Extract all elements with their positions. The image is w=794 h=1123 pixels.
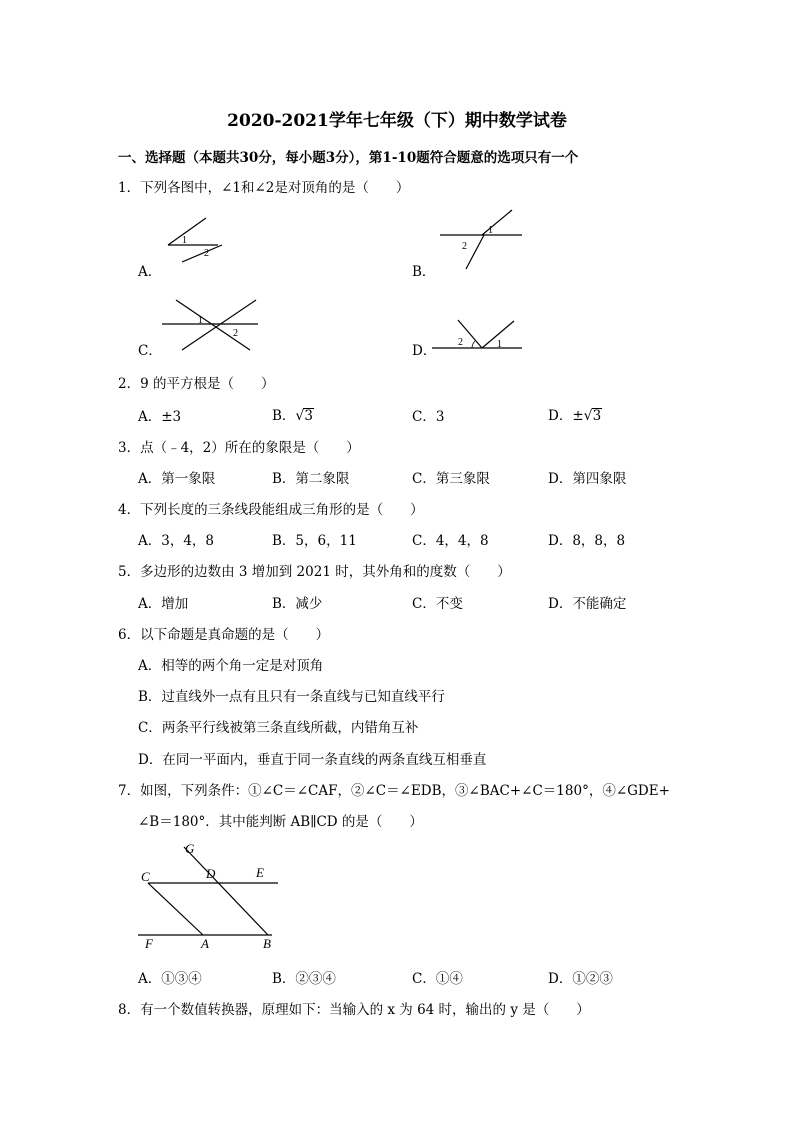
q7-geometry-figure (138, 840, 288, 955)
q1c-angle-2-label: 2 (233, 328, 238, 339)
q5-option-a: A．增加 (138, 596, 189, 612)
q1-figure-d (430, 314, 530, 354)
q2-option-b-radicand: 3 (304, 408, 313, 424)
q4-option-a: A．3，4，8 (138, 533, 215, 549)
q1c-line-descending (176, 300, 250, 350)
question-2-stem: 2．9 的平方根是（ ） (118, 376, 275, 392)
q1-figure-c (160, 296, 265, 354)
q1-option-a-label: A． (138, 264, 162, 280)
question-8-stem: 8．有一个数值转换器，原理如下：当输入的 x 为 64 时，输出的 y 是（ ） (118, 1002, 590, 1018)
q1d-angle-1-label: 1 (497, 339, 502, 350)
q1b-angle-2-label: 2 (462, 241, 467, 252)
q4-option-c: C．4，4，8 (412, 533, 489, 549)
q3-option-b: B．第二象限 (272, 471, 350, 487)
q2-option-d-radicand: 3 (592, 408, 602, 424)
q1-figure-a (160, 212, 230, 262)
q7-option-a: A．①③④ (138, 971, 202, 987)
q7-point-d: D (206, 866, 216, 881)
question-3-stem: 3．点（﹣4，2）所在的象限是（ ） (118, 440, 360, 456)
page-title: 2020-2021学年七年级（下）期中数学试卷 (227, 111, 567, 131)
q4-option-d: D．8，8，8 (548, 533, 626, 549)
q6-option-d: D．在同一平面内，垂直于同一条直线的两条直线互相垂直 (138, 752, 487, 768)
q1-option-b-label: B． (412, 264, 436, 280)
q1d-angle-2-arc (472, 341, 475, 348)
q3-option-d: D．第四象限 (548, 471, 627, 487)
question-6-stem: 6．以下命题是真命题的是（ ） (118, 627, 330, 643)
q2-option-c: C．3 (412, 409, 445, 425)
q2-option-a: A．±3 (138, 409, 182, 425)
q7-line-gdb (184, 847, 268, 935)
q7-point-b: B (263, 936, 271, 951)
q7-point-e: E (256, 865, 264, 880)
q3-option-c: C．第三象限 (412, 471, 490, 487)
q1b-descending-line (466, 235, 484, 269)
q7-point-a: A (201, 936, 209, 951)
question-5-stem: 5．多边形的边数由 3 增加到 2021 时，其外角和的度数（ ） (118, 564, 511, 580)
q1b-angle-1-label: 1 (488, 225, 493, 236)
q6-option-a: A．相等的两个角一定是对顶角 (138, 658, 324, 674)
question-7-stem-line-2: ∠B＝180°．其中能判断 AB∥CD 的是（ ） (138, 814, 423, 830)
q1-figure-b (436, 206, 536, 271)
q7-option-d: D．①②③ (548, 971, 613, 987)
question-1-stem: 1．下列各图中，∠1和∠2是对顶角的是（ ） (118, 180, 410, 196)
q1a-oblique-line-2 (182, 245, 222, 262)
q6-option-c: C．两条平行线被第三条直线所截，内错角互补 (138, 720, 419, 736)
q7-option-b: B．②③④ (272, 971, 336, 987)
q1a-oblique-line-1 (168, 218, 206, 245)
question-7-stem-line-1: 7．如图，下列条件：①∠C＝∠CAF，②∠C＝∠EDB，③∠BAC+∠C＝180°，④∠GDE+ (118, 783, 670, 799)
q1a-angle-1-label: 1 (182, 235, 187, 246)
q5-option-b: B．减少 (272, 596, 323, 612)
q2-option-b: B．√3 (272, 408, 313, 424)
question-4-stem: 4．下列长度的三条线段能组成三角形的是（ ） (118, 502, 424, 518)
q2-option-d: D．±√3 (548, 408, 602, 424)
q6-option-b: B．过直线外一点有且只有一条直线与已知直线平行 (138, 689, 445, 705)
q1b-oblique-line (482, 210, 512, 235)
q5-option-c: C．不变 (412, 596, 463, 612)
q1a-angle-2-label: 2 (204, 248, 209, 259)
q1c-line-ascending (182, 300, 256, 350)
q4-option-b: B．5，6，11 (272, 533, 357, 549)
q7-point-c: C (141, 869, 150, 884)
q1c-angle-1-label: 1 (198, 315, 203, 326)
q1-option-d-label: D． (412, 343, 437, 359)
q7-segment-ca (148, 883, 203, 935)
q3-option-a: A．第一象限 (138, 471, 216, 487)
q1-option-c-label: C． (138, 343, 162, 359)
section-heading: 一、选择题（本题共30分，每小题3分），第1-10题符合题意的选项只有一个 (118, 150, 579, 166)
q7-point-g: G (185, 841, 195, 856)
q1d-angle-2-label: 2 (458, 337, 463, 348)
q7-option-c: C．①④ (412, 971, 463, 987)
q7-point-f: F (145, 936, 153, 951)
q5-option-d: D．不能确定 (548, 596, 627, 612)
